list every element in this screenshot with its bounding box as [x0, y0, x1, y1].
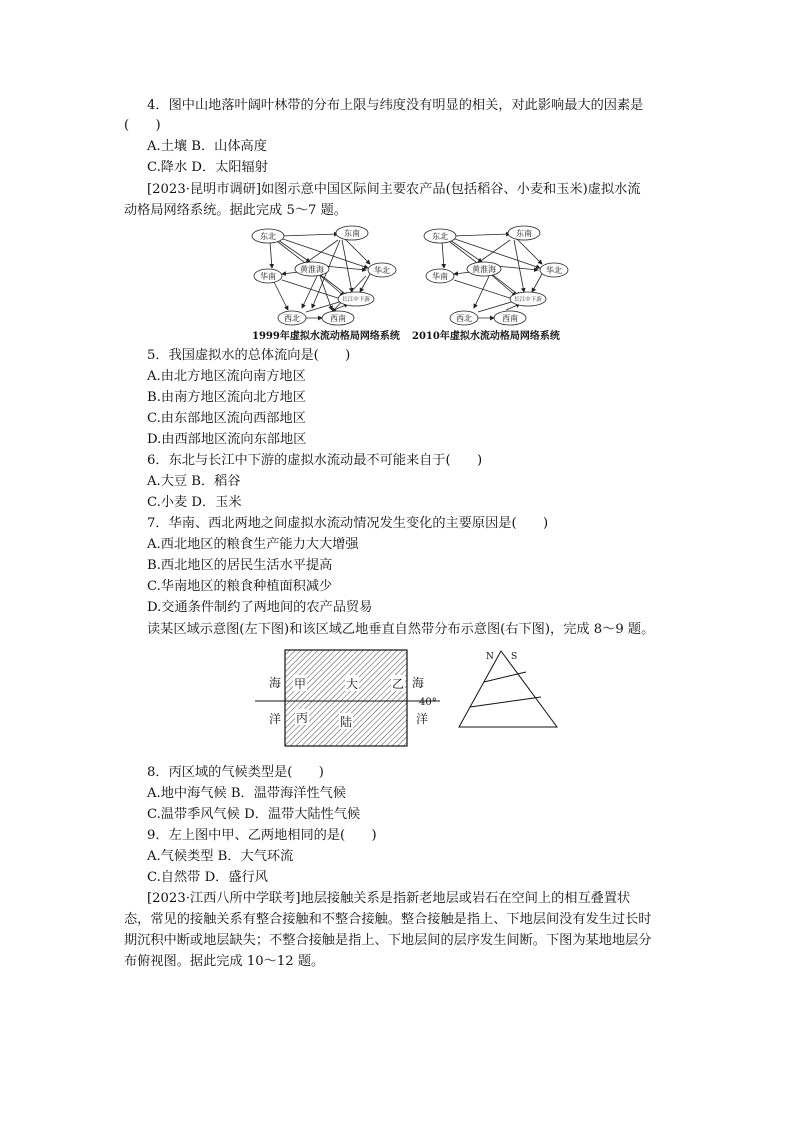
q4-options-ab: A.土壤 B．山体高度: [147, 139, 267, 154]
north-label: N: [486, 652, 494, 662]
south-label: S: [511, 652, 518, 662]
node-dongbei-2010: 东北: [432, 232, 448, 241]
sea-right-top: 海: [412, 676, 425, 690]
node-huabei-1999: 华北: [374, 266, 390, 275]
label-lu: 陆: [340, 715, 353, 729]
node-huanghuaihai-2010: 黄淮海: [472, 265, 496, 274]
intro3-line4: 布俯视图。据此完成 10～12 题。: [124, 954, 325, 969]
q7-stem: 7．华南、西北两地之间虚拟水流动情况发生变化的主要原因是( ): [147, 516, 549, 531]
q7-option-b: B.西北地区的居民生活水平提高: [147, 558, 333, 573]
node-changjiang-2010: 长江中下游: [514, 297, 542, 303]
label-yi: 乙: [392, 677, 405, 691]
q5-option-d: D.由西部地区流向东部地区: [147, 432, 307, 447]
node-huabei-2010: 华北: [546, 266, 562, 275]
q9-options-ab: A.气候类型 B．大气环流: [147, 849, 294, 864]
intro1-line1: [2023·昆明市调研]如图示意中国区际间主要农产品(包括稻谷、小麦和玉米)虚拟水流: [147, 182, 641, 197]
q5-option-b: B.由南方地区流向北方地区: [147, 390, 306, 405]
sea-left-bottom: 洋: [269, 712, 282, 726]
q4-options-cd: C.降水 D．太阳辐射: [147, 160, 268, 175]
node-dongnan-2010: 东南: [516, 229, 532, 238]
label-bing: 丙: [296, 711, 309, 725]
region-figure: [255, 645, 565, 755]
q4-stem-line1: 4．图中山地落叶阔叶林带的分布上限与纬度没有明显的相关，对此影响最大的因素是: [147, 98, 644, 113]
label-jia: 甲: [294, 677, 307, 691]
q7-option-c: C.华南地区的粮食种植面积减少: [147, 579, 333, 594]
intro1-line2: 动格局网络系统。据此完成 5～7 题。: [124, 203, 347, 218]
q6-stem: 6．东北与长江中下游的虚拟水流动最不可能来自于( ): [147, 453, 483, 468]
intro3-line2: 态，常见的接触关系有整合接触和不整合接触。整合接触是指上、下地层间没有发生过长时: [124, 912, 652, 927]
caption-1999: 1999年虚拟水流动格局网络系统: [252, 331, 400, 342]
vertical-zonation-diagram: [459, 651, 557, 727]
node-changjiang-1999: 长江中下游: [342, 297, 370, 303]
q4-stem-line2: ( ): [124, 118, 161, 133]
q7-option-a: A.西北地区的粮食生产能力大大增强: [147, 537, 359, 552]
sea-left-top: 海: [269, 676, 282, 690]
q5-option-c: C.由东部地区流向西部地区: [147, 411, 306, 426]
q5-option-a: A.由北方地区流向南方地区: [147, 369, 306, 384]
latitude-label: 40°: [419, 697, 437, 708]
caption-2010: 2010年虚拟水流动格局网络系统: [412, 331, 560, 342]
node-xibei-1999: 西北: [284, 314, 300, 323]
sea-right-bottom: 洋: [416, 712, 429, 726]
q9-options-cd: C.自然带 D．盛行风: [147, 870, 268, 885]
node-xinan-1999: 西南: [330, 314, 346, 323]
node-xibei-2010: 西北: [456, 314, 472, 323]
node-dongbei-1999: 东北: [260, 232, 276, 241]
q7-option-d: D.交通条件制约了两地间的农产品贸易: [147, 600, 373, 615]
intro2: 读某区域示意图(左下图)和该区域乙地垂直自然带分布示意图(右下图)，完成 8～9 题。: [147, 622, 655, 637]
label-da: 大: [346, 677, 359, 691]
node-huanan-1999: 华南: [260, 272, 276, 281]
q9-stem: 9．左上图中甲、乙两地相同的是( ): [147, 828, 377, 843]
network-figure: [248, 222, 578, 344]
q6-options-cd: C.小麦 D．玉米: [147, 495, 242, 510]
continent-block: [285, 650, 407, 746]
node-huanghuaihai-1999: 黄淮海: [300, 265, 324, 274]
node-huanan-2010: 华南: [432, 272, 448, 281]
q8-stem: 8．丙区域的气候类型是( ): [147, 765, 324, 780]
q5-stem: 5．我国虚拟水的总体流向是( ): [147, 348, 351, 363]
node-xinan-2010: 西南: [502, 314, 518, 323]
q6-options-ab: A.大豆 B．稻谷: [147, 474, 241, 489]
intro3-line3: 期沉积中断或地层缺失；不整合接触是指上、下地层间的层序发生间断。下图为某地地层分: [124, 933, 652, 948]
intro3-line1: [2023·江西八所中学联考]地层接触关系是指新老地层或岩石在空间上的相互叠置状: [147, 891, 631, 906]
q8-options-cd: C.温带季风气候 D．温带大陆性气候: [147, 807, 361, 822]
node-dongnan-1999: 东南: [344, 229, 360, 238]
q8-options-ab: A.地中海气候 B．温带海洋性气候: [147, 786, 347, 801]
